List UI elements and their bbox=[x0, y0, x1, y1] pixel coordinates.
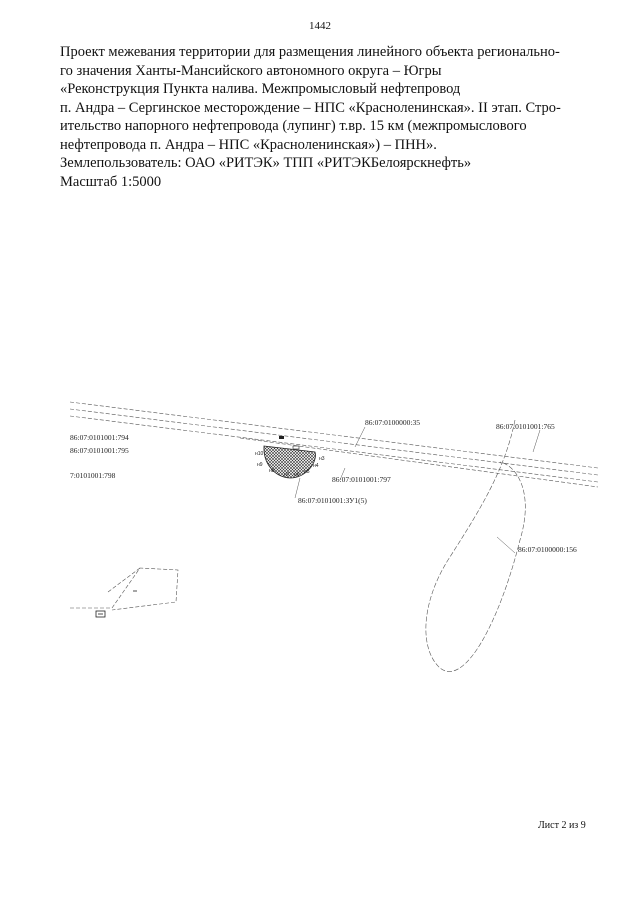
point-label: н10 bbox=[255, 451, 264, 457]
parcel-left bbox=[70, 568, 178, 610]
parcel-label: 86:07:0100000:156 bbox=[518, 545, 577, 554]
land-user-line: Землепользователь: ОАО «РИТЭК» ТПП «РИТЭКБелоярскнефть» bbox=[60, 155, 472, 171]
parcel-label: 86:07:0101001:797 bbox=[332, 475, 391, 484]
header-line: п. Андра – Сергинское месторождение – НПС «Красноленинская». II этап. Стро- bbox=[60, 99, 561, 116]
parcel-label: 86:07:0101001:765 bbox=[496, 422, 555, 431]
scale-line: Масштаб 1:5000 bbox=[60, 173, 162, 190]
parcel-label: 86:07:0100000:35 bbox=[365, 418, 421, 427]
point-label: н4 bbox=[313, 463, 319, 469]
header-line: нефтепровода п. Андра – НПС «Красноленинская») – ПНН». bbox=[60, 136, 437, 153]
point-label: н6 bbox=[294, 472, 300, 478]
parcel-boundary-156 bbox=[426, 420, 525, 672]
allotment-top-marker bbox=[293, 446, 299, 449]
allotment-top-marker bbox=[279, 436, 284, 439]
parcel-label: 7:0101001:798 bbox=[70, 471, 116, 480]
sheet-number: Лист 2 из 9 bbox=[538, 820, 586, 831]
point-label: н7 bbox=[284, 472, 290, 478]
parcel-label: 86:07:0101001:795 bbox=[70, 446, 129, 455]
header-line: Проект межевания территории для размещения линейного объекта регионально- bbox=[60, 44, 560, 60]
parcel-label: 86:07:0101001:ЗУ1(5) bbox=[298, 496, 367, 505]
parcel-label: 86:07:0101001:794 bbox=[70, 433, 129, 442]
page-number: 1442 bbox=[309, 20, 331, 32]
point-label: н3 bbox=[319, 456, 325, 462]
leader-lines bbox=[295, 427, 540, 553]
header-line: ительство напорного нефтепровода (лупинг) т.вр. 15 км (межпромыслового bbox=[60, 118, 527, 134]
point-label: н8 bbox=[269, 468, 275, 474]
header-line: «Реконструкция Пункта налива. Межпромысловый нефтепровод bbox=[60, 81, 461, 97]
header-line: го значения Ханты-Мансийского автономного округа – Югры bbox=[60, 62, 442, 79]
point-label: н5 bbox=[304, 469, 310, 475]
point-label: н9 bbox=[257, 462, 263, 468]
